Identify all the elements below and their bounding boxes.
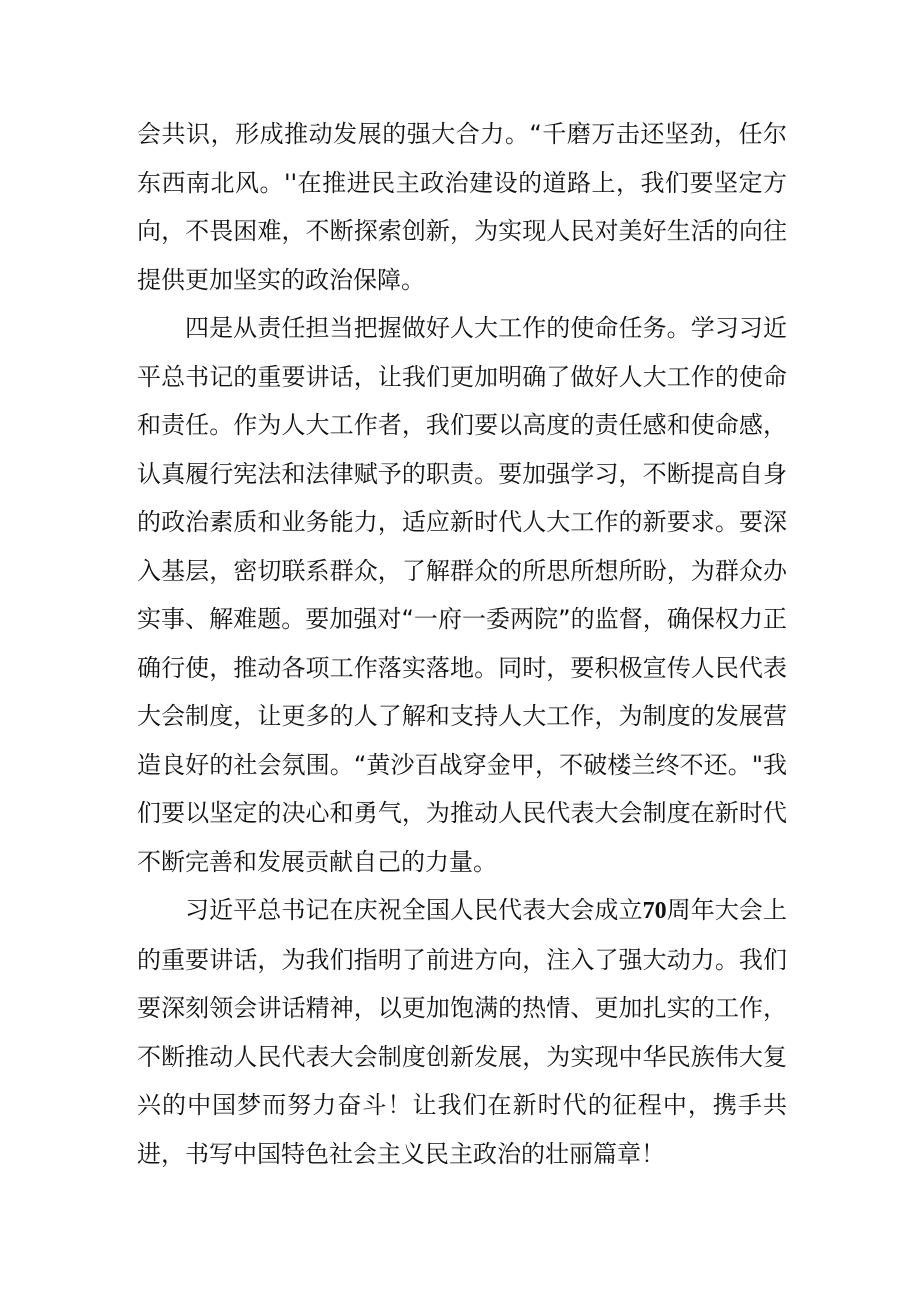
paragraph-3-text-start: 习近平总书记在庆祝全国人民代表大会成立 [185, 896, 643, 924]
paragraph-2: 四是从责任担当把握做好人大工作的使命任务。学习习近平总书记的重要讲话，让我们更加明确了做好人大工作的使命和责任。作为人大工作者，我们要以高度的责任感和使命感，认真履行宪法和法律赋予的职责。要加强学习，不断提高自身的政治素质和业务能力，适应新时代人大工作的新要求。要深入基层，密切联系群众，了解群众的所思所想所盼，为群众办实事、解难题。要加强对“一府一委两院”的监督，确保权力正确行使，推动各项工作落实落地。同时，要积极宣传人民代表大会制度，让更多的人了解和支持人大工作，为制度的发展营造良好的社会氛围。“黄沙百战穿金甲，不破楼兰终不还。"我们要以坚定的决心和勇气，为推动人民代表大会制度在新时代不断完善和发展贡献自己的力量。 [137, 314, 787, 876]
paragraph-3-text-end: 周年大会上的重要讲话，为我们指明了前进方向，注入了强大动力。我们要深刻领会讲话精神，以更加饱满的热情、更加扎实的工作，不断推动人民代表大会制度创新发展，为实现中华民族伟大复兴的中国梦而努力奋斗！让我们在新时代的征程中，携手共进，书写中国特色社会主义民主政治的壮丽篇章！ [137, 896, 788, 1168]
paragraph-3-number: 70 [642, 898, 667, 924]
paragraph-3 [137, 886, 787, 1178]
paragraph-1: 会共识，形成推动发展的强大合力。“千磨万击还坚劲，任尔东西南北风。''在推进民主政治建设的道路上，我们要坚定方向，不畏困难，不断探索创新，为实现人民对美好生活的向往提供更加坚实的政治保障。 [137, 120, 787, 294]
document-body [137, 110, 787, 1178]
